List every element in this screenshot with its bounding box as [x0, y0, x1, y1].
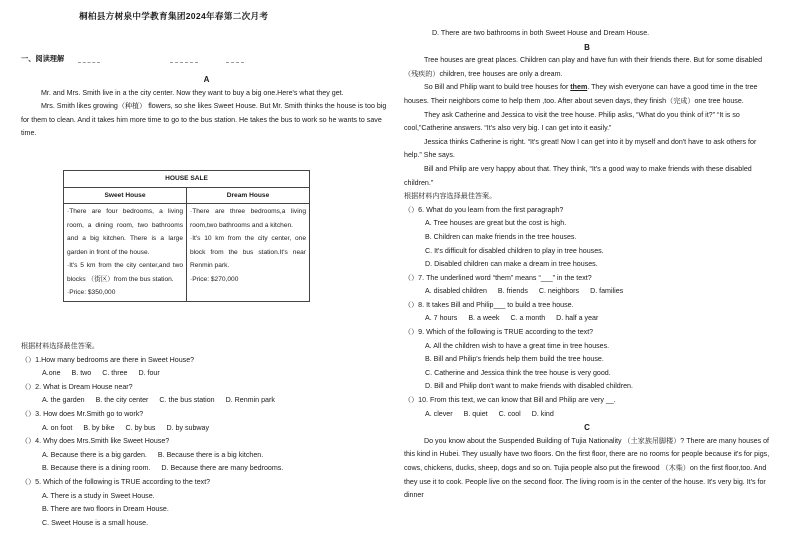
option[interactable]: B. two [71, 369, 92, 378]
option[interactable]: C. It's difficult for disabled children to play in tree houses. [425, 246, 604, 255]
pen-mark [170, 62, 198, 64]
question-4: （）4. Why does Mrs.Smith like Sweet House? [21, 437, 170, 446]
dream-house-rooms: ·There are three bedrooms,a living room,two bathrooms and a kitchen. [190, 208, 306, 229]
dream-house-price: ·Price: $270,000 [190, 275, 239, 283]
option[interactable]: D. by subway [166, 423, 210, 432]
instruction-a: 根据材料选择最佳答案。 [21, 342, 100, 350]
passage-c-letter: C [584, 423, 590, 433]
passage-b-paragraph: They ask Catherine and Jessica to visit the tree house. Philip asks, “What do you think of it?” “It is so cool,”Catherine answers. “It's also very big. I can get into it easily.” [404, 110, 740, 133]
sweet-house-rooms: ·There are four bedrooms, a living room, a dining room, two bathrooms and a big kitchen. There is a large garden in front of the house. [67, 208, 183, 256]
option[interactable]: B. a week [468, 314, 500, 323]
question-2: （）2. What is Dream House near? [21, 382, 133, 391]
question-3-options [21, 422, 392, 436]
option[interactable]: D. Disabled children can make a dream in tree houses. [425, 260, 598, 269]
passage-b-paragraph: Tree houses are great places. Children can play and have fun with their friends there. But for some disabled（残疾的）children, tree houses are only a dream. [404, 56, 763, 78]
option[interactable]: A. 7 hours [425, 314, 458, 323]
passage-c-paragraph: Do you know about the Suspended Building of Tujia Nationality （土家族吊脚楼）? There are many houses of this kind in Hubei. They usually have two floors. On the first floor, there are no rooms for people because it's for pigs, cows, chickens, ducks, sheep, dogs and so on. Tujia people also put the firewood （木柴）on the first floor,too. And they use it to cook. People live on the second floor. The living room is in the center of the house. It's very big. It's for dinner [404, 436, 770, 500]
question-8: （）8. It takes Bill and Philip___ to build a tree house. [404, 300, 574, 309]
option[interactable]: D. Bill and Philip don't want to make friends with disabled children. [425, 382, 633, 391]
option[interactable]: B. the city center [95, 396, 149, 405]
option[interactable]: D. Renmin park [225, 396, 275, 405]
option[interactable]: A. Because there is a big garden. [42, 450, 147, 459]
question-6: （）6. What do you learn from the first paragraph? [404, 205, 564, 214]
option[interactable]: B. Children can make friends in the tree houses. [425, 232, 577, 241]
passage-b-text: . They wish everyone can have a good time in the tree houses. Their neighbors come to help them ,too. After about seven days, they finish（完成）one tree house. [404, 83, 758, 105]
question-10-options [404, 408, 770, 422]
passage-a-paragraph: Mr. and Mrs. Smith live in a the city center. Now they want to buy a big one.Here's what they get. [41, 88, 344, 97]
option[interactable]: C. cool [498, 409, 521, 418]
instruction-b: 根据材料内容选择最佳答案。 [404, 192, 497, 201]
passage-b-letter: B [584, 42, 590, 52]
dream-house-details [187, 204, 310, 302]
option[interactable]: A.one [42, 369, 61, 378]
section-heading: 一、阅读理解 [21, 54, 65, 63]
option[interactable]: A. There is a study in Sweet House. [42, 491, 155, 500]
option[interactable]: D. There are two bathrooms in both Sweet House and Dream House. [432, 29, 650, 37]
right-column [404, 27, 770, 500]
questions-a [21, 340, 392, 530]
question-2-options [21, 394, 392, 408]
option[interactable]: A. clever [425, 409, 453, 418]
sweet-house-details [64, 204, 187, 302]
dream-house-location: ·It's 10 km from the city center, one block from the bus station.It's near Renmin park. [190, 235, 306, 269]
option[interactable]: B. quiet [463, 409, 488, 418]
passage-b-paragraph [404, 81, 770, 108]
passage-b-paragraph: Jessica thinks Catherine is right. “It's great! Now I can get into it by myself and don't have to ask others for help.” She says. [404, 137, 757, 160]
question-9: （）9. Which of the following is TRUE according to the text? [404, 328, 594, 337]
exam-title: 桐柏县方树泉中学教育集团2024年春第二次月考 [79, 11, 269, 21]
column-header-sweet-house: Sweet House [64, 187, 187, 204]
option[interactable]: C. three [102, 369, 128, 378]
question-4-options [21, 462, 392, 476]
sweet-house-location: ·It's 5 km from the city center,and two blocks （街区）from the bus station. [67, 262, 183, 283]
option[interactable]: C. by bus [125, 423, 156, 432]
passage-a-paragraph: Mrs. Smith likes growing（种植） flowers, so she likes Sweet House. But Mr. Smith thinks the house is too big for them to clean. And it takes him more time to go to the bus station. He takes the bus to work so he wants to save time. [21, 102, 387, 138]
option[interactable]: B. friends [497, 287, 528, 296]
sweet-house-price: ·Price: $350,000 [67, 289, 116, 296]
option[interactable]: D. half a year [556, 314, 599, 323]
question-10: （）10. From this text, we can know that Bill and Philip are very __. [404, 396, 616, 405]
option[interactable]: C. a month [510, 314, 546, 323]
option[interactable]: A. Tree houses are great but the cost is high. [425, 219, 567, 228]
option[interactable]: A. the garden [42, 396, 85, 405]
passage-b-paragraph: Bill and Philip are very happy about that. They think, “It's a good way to make friends with these disabled children.” [404, 164, 752, 187]
option[interactable]: B. Because there is a big kitchen. [157, 450, 264, 459]
question-5: （）5. Which of the following is TRUE according to the text? [21, 477, 211, 486]
question-1: （）1.How many bedrooms are there in Sweet House? [21, 355, 195, 364]
table-caption: HOUSE SALE [64, 171, 310, 188]
column-header-dream-house: Dream House [187, 187, 310, 204]
option[interactable]: D. families [590, 287, 624, 296]
option[interactable]: C. neighbors [538, 287, 580, 296]
left-column [21, 73, 392, 141]
option[interactable]: C. Sweet House is a small house. [42, 518, 149, 527]
house-sale-table [63, 170, 310, 302]
question-7-options [404, 285, 770, 299]
option[interactable]: B. Because there is a dining room. [42, 464, 151, 473]
option[interactable]: C. Catherine and Jessica think the tree house is very good. [425, 368, 611, 377]
question-1-options [21, 367, 392, 381]
pen-mark [226, 62, 244, 64]
option[interactable]: B. by bike [83, 423, 115, 432]
underlined-word-them: them [570, 83, 588, 92]
option[interactable]: D. kind [531, 409, 554, 418]
option[interactable]: D. four [138, 369, 160, 378]
option[interactable]: B. There are two floors in Dream House. [42, 505, 169, 514]
question-8-options [404, 312, 770, 326]
pen-mark [78, 62, 100, 64]
option[interactable]: C. the bus station [159, 396, 215, 405]
option[interactable]: A. disabled children [425, 287, 487, 296]
question-7: （）7. The underlined word “them” means “___” in the text? [404, 273, 592, 282]
passage-a-letter: A [203, 75, 210, 84]
option[interactable]: A. on foot [42, 423, 73, 432]
question-3: （）3. How does Mr.Smith go to work? [21, 409, 144, 418]
passage-b-text: So Bill and Philip want to build tree houses for [424, 83, 571, 92]
question-4-options [21, 449, 392, 463]
option[interactable]: D. Because there are many bedrooms. [161, 464, 284, 473]
option[interactable]: A. All the children wish to have a great time in tree houses. [425, 341, 610, 350]
option[interactable]: B. Bill and Philip's friends help them build the tree house. [425, 355, 604, 364]
